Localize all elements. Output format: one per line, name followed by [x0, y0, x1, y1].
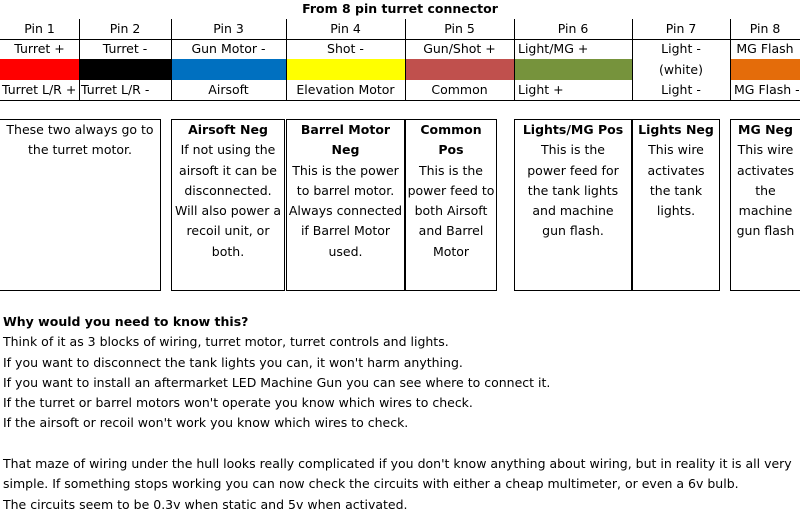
- grid-line-v: [632, 19, 633, 100]
- pin-signal: Common: [431, 82, 488, 97]
- wire-color-swatch: [405, 59, 514, 80]
- description-line: recoil unit, or: [186, 223, 270, 239]
- grid-line-v: [405, 19, 406, 100]
- description-heading: Lights Neg: [638, 122, 714, 137]
- pin-function: MG Flash: [736, 41, 794, 56]
- pin-function: Turret -: [102, 41, 148, 56]
- grid-line-v: [286, 19, 287, 100]
- notes-section: [3, 312, 800, 515]
- grid-line-v: [730, 19, 731, 100]
- pin-header: Pin 1: [24, 21, 55, 36]
- description-line: This wire: [648, 142, 704, 158]
- pin-header: Pin 6: [557, 21, 589, 36]
- note-paragraph-line: The circuits seem to be 0.3v when static and 5v when activated.: [3, 496, 408, 512]
- description-heading: Common Pos: [420, 122, 482, 158]
- description-line: gun flash: [736, 223, 795, 239]
- pin-header: Pin 8: [749, 21, 781, 36]
- grid-line-v: [514, 19, 515, 100]
- description-line: machine: [738, 203, 793, 219]
- description-line: both.: [211, 243, 245, 259]
- description-line: the turret motor.: [28, 142, 132, 158]
- grid-line-h: [0, 100, 800, 101]
- wire-color-swatch: [514, 59, 632, 80]
- description-line: This wire: [737, 142, 794, 158]
- wire-color-swatch: [730, 59, 800, 80]
- pin-header: Pin 4: [330, 21, 361, 36]
- description-line: to barrel motor.: [296, 182, 395, 198]
- notes-heading: Why would you need to know this?: [3, 314, 249, 329]
- pin-header: Pin 2: [109, 21, 141, 36]
- wire-color-swatch: [171, 59, 286, 80]
- pin-signal: Airsoft: [208, 82, 249, 97]
- spacer: [3, 434, 800, 454]
- pin-function: Light/MG +: [518, 41, 589, 56]
- pin-header: Pin 5: [444, 21, 475, 36]
- description-line: These two always go to: [6, 122, 154, 137]
- wire-color-swatch: [79, 59, 171, 80]
- description-heading: Lights/MG Pos: [522, 122, 624, 137]
- description-heading: Airsoft Neg: [188, 122, 268, 137]
- pin-function: Light -: [661, 41, 701, 56]
- description-line: activates: [647, 162, 705, 178]
- description-line: Motor: [432, 243, 470, 259]
- note-line: If the airsoft or recoil won't work you know which wires to check.: [3, 415, 409, 431]
- description-line: Always connected: [288, 203, 403, 219]
- note-line: If you want to install an aftermarket LED Machine Gun you can see where to connect it.: [3, 374, 551, 390]
- grid-line-v: [171, 19, 172, 100]
- description-box: [730, 119, 800, 291]
- description-line: gun flash.: [542, 223, 604, 239]
- description-line: disconnected.: [184, 182, 272, 198]
- description-box: [405, 119, 497, 291]
- description-box: [632, 119, 720, 291]
- wire-color-swatch: (white): [632, 59, 730, 80]
- note-paragraph-line: That maze of wiring under the hull looks really complicated if you don't know anything about wiring, but in reality it is all very: [3, 456, 792, 472]
- description-line: the tank lights: [527, 182, 619, 198]
- grid-line-h: [0, 39, 800, 40]
- description-line: and Barrel: [418, 223, 484, 239]
- description-line: power feed to: [407, 182, 495, 198]
- pin-function: Shot -: [327, 41, 364, 56]
- description-line: and machine: [532, 203, 614, 219]
- description-line: This is the: [541, 142, 605, 158]
- pin-signal: Light -: [661, 82, 701, 97]
- note-paragraph-line: simple. If something stops working you can now check the circuits with either a cheap multimeter, or even a 6v bulb.: [3, 476, 739, 492]
- pin-signal: MG Flash -: [734, 82, 800, 97]
- description-line: used.: [328, 243, 363, 259]
- note-line: If the turret or barrel motors won't operate you know which wires to check.: [3, 395, 473, 411]
- note-line: Think of it as 3 blocks of wiring, turret motor, turret controls and lights.: [3, 334, 449, 350]
- description-box: [286, 119, 405, 291]
- description-line: This is the power: [292, 162, 399, 178]
- grid-line-v: [79, 19, 80, 100]
- description-line: activates: [736, 162, 795, 178]
- pin-signal: Turret L/R +: [2, 82, 77, 97]
- description-line: airsoft it can be: [179, 162, 277, 178]
- pin-signal: Elevation Motor: [296, 82, 395, 97]
- description-line: lights.: [656, 203, 696, 219]
- wire-color-swatch: [0, 59, 79, 80]
- description-box: [514, 119, 632, 291]
- page-title: From 8 pin turret connector: [302, 1, 498, 16]
- pin-signal: Turret L/R -: [81, 82, 150, 97]
- box-frame: [160, 119, 161, 291]
- pin-header: Pin 3: [213, 21, 244, 36]
- description-line: power feed for: [527, 162, 619, 178]
- description-line: If not using the: [180, 142, 276, 158]
- description-line: the tank: [649, 182, 703, 198]
- pin-signal: Light +: [518, 82, 564, 97]
- pin-function: Turret +: [14, 41, 65, 56]
- description-line: both Airsoft: [414, 203, 488, 219]
- note-line: If you want to disconnect the tank lights you can, it won't harm anything.: [3, 354, 463, 370]
- description-heading: Barrel Motor Neg: [300, 122, 391, 158]
- description-box: [171, 119, 285, 291]
- wire-color-swatch: [286, 59, 405, 80]
- pin-function: Gun Motor -: [191, 41, 266, 56]
- description-line: if Barrel Motor: [300, 223, 391, 239]
- description-heading: MG Neg: [738, 122, 793, 137]
- description-box: [0, 119, 160, 291]
- description-line: Will also power a: [174, 203, 281, 219]
- pin-function: Gun/Shot +: [423, 41, 496, 56]
- pin-header: Pin 7: [665, 21, 697, 36]
- description-line: the: [755, 182, 776, 198]
- description-line: This is the: [419, 162, 483, 178]
